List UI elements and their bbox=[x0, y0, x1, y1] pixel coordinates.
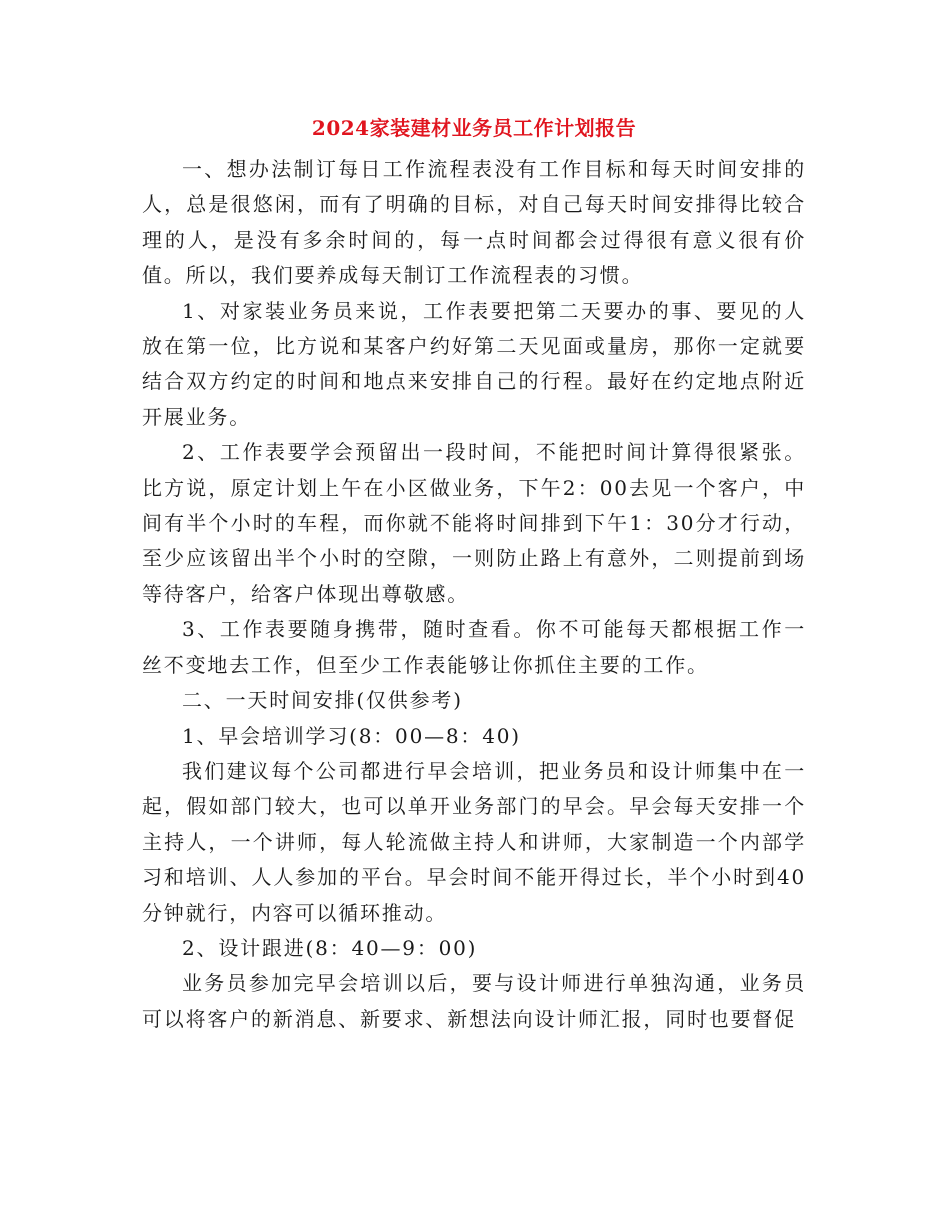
paragraph-point-3: 3、工作表要随身携带，随时查看。你不可能每天都根据工作一丝不变地去工作，但至少工作表能够让你抓住主要的工作。 bbox=[142, 617, 806, 677]
document-page bbox=[142, 108, 806, 1037]
paragraph-point-1: 1、对家装业务员来说，工作表要把第二天要办的事、要见的人放在第一位，比方说和某客户约好第二天见面或量房，那你一定就要结合双方约定的时间和地点来安排自己的行程。最好在约定地点附近开展业务。 bbox=[142, 298, 806, 429]
paragraph-point-2: 2、工作表要学会预留出一段时间，不能把时间计算得很紧张。比方说，原定计划上午在小区做业务，下午2：00去见一个客户，中间有半个小时的车程，而你就不能将时间排到下午1：30分才行动，至少应该留出半个小时的空隙，一则防止路上有意外，二则提前到场等待客户，给客户体现出尊敬感。 bbox=[142, 440, 806, 606]
document-title: 2024家装建材业务员工作计划报告 bbox=[311, 116, 637, 140]
paragraph-intro-method: 一、想办法制订每日工作流程表没有工作目标和每天时间安排的人，总是很悠闲，而有了明确的目标，对自己每天时间安排得比较合理的人，是没有多余时间的，每一点时间都会过得很有意义很有价值。所以，我们要养成每天制订工作流程表的习惯。 bbox=[142, 157, 806, 288]
subheading-morning-training: 1、早会培训学习(8：00—8：40) bbox=[182, 723, 521, 748]
section-heading-daily-schedule: 二、一天时间安排(仅供参考) bbox=[182, 688, 463, 713]
subheading-design-followup: 2、设计跟进(8：40—9：00) bbox=[182, 935, 478, 960]
paragraph-design-followup: 业务员参加完早会培训以后，要与设计师进行单独沟通，业务员可以将客户的新消息、新要求、新想法向设计师汇报，同时也要督促 bbox=[142, 971, 806, 1031]
paragraph-morning-training: 我们建议每个公司都进行早会培训，把业务员和设计师集中在一起，假如部门较大，也可以单开业务部门的早会。早会每天安排一个主持人，一个讲师，每人轮流做主持人和讲师，大家制造一个内部学习和培训、人人参加的平台。早会时间不能开得过长，半个小时到40分钟就行，内容可以循环推动。 bbox=[142, 758, 806, 925]
